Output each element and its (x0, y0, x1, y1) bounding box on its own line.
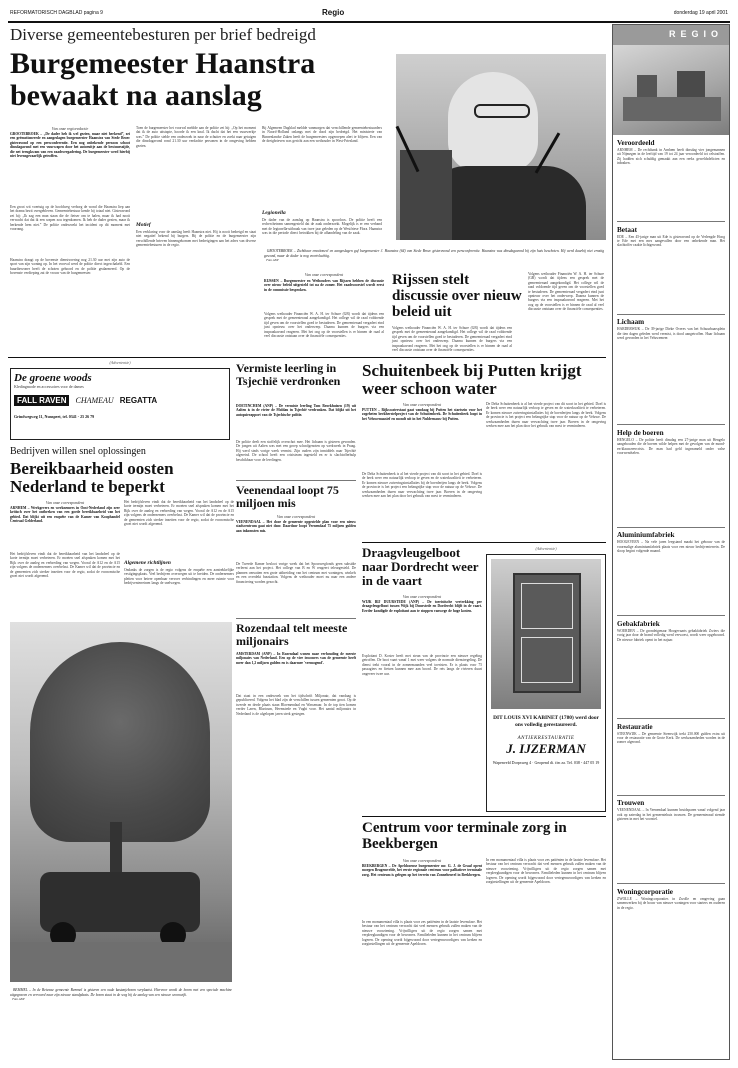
lead-photo (396, 54, 606, 240)
draagvleugel-intro: WIJK BIJ DUURSTEDE (ANP) – De toeristische vertrekking per draagvleugelboot tussen Wijk bij Duurstede en Dordrecht blijft in de vaart. Eerder kondigde de exploitant aan te stoppen vanwege de hoge kosten. (362, 600, 484, 613)
sidebar-item-body: EDE – Een 45-jarige man uit Ede is gisteravond op de Verlengde Hoog te Ede met een mes aangevallen door een onbekende man. Het slachtoffer raakte lichtgewond. (617, 234, 727, 248)
schuitenbeek-rule (362, 542, 606, 543)
lead-caption (264, 245, 604, 269)
sidebar-item-body: WOERDEN – De grondeigenaar Hoogevaarts gebakfabriek Zwiers die vorig jaar door de brand volledig werd verwoest, wordt weer opgebouwd. De nieuwe fabriek opent in het najaar. (617, 628, 727, 642)
ad-ijzerman-name: J. IJZERMAN (506, 741, 586, 757)
schuitenbeek-headline: Schuitenbeek bij Putten krijgt weer schoon water (362, 361, 582, 398)
veenendaal-body: De Tweede Kamer besloot vorige week dat het Spoorwegfonds geen subsidie verleent aan het project. Het college van B en W reageert teleurgesteld. De plannen omvatten een grote uitbreiding van het centrum met woningen, winkels en een overdekt busstation. Volgens de wethouder moet nu naar een andere financiering worden gezocht. (236, 562, 358, 584)
rozendaal-intro: AMSTERDAM (ANP) – In Rozendaal wonen naar verhouding de meeste miljonairs van Nederland. Een op de vier inwoners van de gemeente heeft meer dan 1,2 miljoen gulden en is daarmee 'vermogend'. (236, 652, 358, 665)
veenendaal-intro: VEENENDAAL – Het door de gemeente opgestelde plan voor een nieuw stadscentrum gaat niet door. Daardoor loopt Veenendaal 75 miljoen gulden aan inkomsten mis. (236, 520, 358, 533)
lead-caption-credit: Foto ANP (266, 258, 279, 263)
sidebar-header-label: REGIO (668, 29, 723, 39)
tsjechie-intro: DOETINCHEM (ANP) – De vermiste leerling Tom Broekhuizen (19) uit Aalten is in de rivier de Moldau in Tsjechië verdronken. Dat blijkt uit het autopsierapport van de Tsjechische politie. (236, 404, 358, 417)
rijssen-headline: Rijssen stelt discussie over nieuw beleid uit (392, 272, 522, 320)
sidebar-item-title: Woningcorporatie (617, 887, 673, 896)
lead-body-1: Een groot wit voertuig op de hoofdweg verborg de wond die Haanstra liep aan het drama bezit overgebleven. Gemeentebestuur kende hij totaal niet. Gisteravond zei hij: „Ik zag een man staan die de fietser om te halen, maar ik had nooit verwacht dat dat ik een wapen zou tegenkomen. Ik heb de dader gezien, maar ik herkende hem niet.” De politie onderzoekt het incident op dit moment met voorrang. (10, 205, 132, 232)
rozendaal-body: Dat staat in een onderzoek van het tijdschrift Miljonair, dat vandaag is gepubliceerd. Volgens het blad zijn de verschillen tussen gemeenten groot. Op de tweede en derde plaats staan Bloemendaal en Wassenaar. In de top tien komen verder Laren, Blaricum, Heemstede en Vught voor. Het aantal miljonairs in Nederland is de afgelopen jaren sterk gestegen. (236, 694, 358, 716)
sidebar-item-title: Veroordeeld (617, 139, 655, 147)
rijssen-body-3: Volgens wethouder Financiën W. A. H. ter Schure (GB) wordt dat tijdens een gesprek met de gemeenteraad aangekondigd. Het college wil de raad voldoende tijd geven om de voorstellen goed te bestuderen. De gemeenteraad vergadert eind juni opnieuw over het onderwerp. Daarna kunnen de burgers via een inspraakavond reageren. Met het oog op de voorstellen is er binnen de raad al veel discussie ontstaan over de financiële consequenties. (528, 272, 606, 312)
centrum-body-col2: In een monumentaal villa is plaats voor zes patiënten in de laatste levensfase. Het bestuur van het centrum verwacht dat veel mensen gebruik zullen maken van de nieuwe voorziening. Vrijwilligers uit de regio zorgen samen met verpleegkundigen voor de bewoners. Familieleden kunnen in het centrum blijven logeren. De opening wordt bijgewoond door vertegenwoordigers van kerken en zorginstellingen uit de gemeente Apeldoorn. (486, 858, 608, 885)
bedrijven-intro: ARNHEM – Werkgevers en werknemers in Oost-Nederland zijn zeer kritisch over het ontbreken van een goede bereikbaarheid van het gebied. Dat blijkt uit een enquête van de Kamer van Koophandel Centraal Gelderland. (10, 506, 122, 524)
sidebar-item (617, 888, 725, 953)
bedrijven-sub: Algemene richtlijnen (124, 560, 171, 566)
veenendaal-byline: Van onze correspondent (276, 514, 316, 519)
masthead-rule (8, 21, 730, 23)
sidebar-item-body: STEENWIJK – De gemeente Steenwijk trekt 250.000 gulden extra uit voor de restauratie van de Grote Kerk. De werkzaamheden worden in de zomer afgerond. (617, 731, 727, 745)
schuitenbeek-body-col2: De Delta Schuitenbeek is al het vierde project van dit soort in het gebied. Doel is de beek weer een natuurlijk verloop te geven en de waterkwaliteit te verbeteren. Er komen nieuwe zuiveringsinstallaties bij de boerderijen langs de beek. Volgens de provincie is het project een belangrijke stap voor de natuur op de Veluwe. De werkzaamheden duren naar verwachting twee jaar. Boeren in de omgeving werken mee aan het plan door het gebruik van mest te verminderen. (486, 402, 608, 429)
lead-byline: Van onze regioredactie (51, 126, 89, 131)
ad-brand: CHAMEAU (75, 396, 114, 405)
ad-label: (Advertentie) (109, 360, 131, 365)
draagvleugel-body: Exploitant D. Koster heeft met steun van de provincie een nieuwe regeling getroffen. De boot vaart vanaf 1 mei weer volgens de normale dienstregeling. De dienst trekt vooral in de zomermaanden veel toeristen. Er is plaats voor 75 passagiers en fietsen kunnen mee aan boord. De reis langs de rivieren duurt ongeveer twee uur. (362, 654, 484, 676)
ad-degroene (10, 368, 230, 440)
sidebar-item-body: HARDERWIJK – De 39-jarige Dieke Overes van het Schuurbaarsplein die tien dagen geleden werd vermist, is dood aangetroffen. Haar lichaam werd gevonden in het Veluwemeer. (617, 327, 727, 340)
tsjechie-body: De politie deelt een stoffelijk overschot mee. Het lichaam is gisteren gevonden. De jongen uit Aalten was met een groep schoolgenoten op werkweek in Praag. Hij werd sinds vorige week vermist. Zijn ouders zijn inmiddels naar Tsjechië afgereisd. De school heeft een crisisteam ingesteld en er is slachtofferhulp beschikbaar voor de leerlingen. (236, 440, 358, 462)
rijssen-intro: RIJSSEN – Burgemeester en Wethouders van Rijssen hebben de discussie over nieuw beleid uitgesteld tot na de zomer. Het raadsvoorstel wordt eerst in de commissie besproken. (264, 279, 386, 292)
sidebar-item (617, 531, 725, 610)
bedrijven-headline: Bereikbaarheid oosten Nederland te beperkt (10, 459, 174, 496)
lead-sub-legionella: Legionella (262, 210, 286, 216)
bemmel-caption-text: BEMMEL – In de Betuwse gemeente Bemmel is gisteren een oude kastanjeboom verplaatst. Hiervoor wordt de boom met een speciale machine uitgegraven en vervoerd naar zijn nieuwe standplaats. De boom staat in de weg bij de aanleg van een nieuwe woonwijk. (10, 988, 234, 997)
ad-ijzerman (486, 554, 606, 812)
sidebar-item (617, 620, 725, 713)
bedrijven-byline: Van onze correspondent (45, 500, 85, 505)
lead-caption-text: GROOTEBROEK – Zichtbaar emotioneel en aangeslagen gaf burgemeester J. Haanstra (64) van Stede Broec gisteravond een persconferentie. Haanstra was dinsdagavond bij zijn huis beschoten. Hij werd daarbij niet ernstig gewond, maar de dader is nog voortvluchtig. (264, 249, 606, 258)
ad-brand: FALL RAVEN (14, 395, 69, 406)
paper-name: REFORMATORISCH DAGBLAD pagina 9 (10, 10, 103, 16)
bedrijven-body-2: Ondanks de zorgen is de regio volgens de enquête een aantrekkelijke vestigingsplaats. Veel bedrijven overwegen uit te breiden. De ondernemers pleiten voor betere openbaar vervoer verbindingen en meer ruimte voor bedrijventerreinen langs de snelwegen. (124, 568, 236, 586)
sidebar-item-body: ARNHEM – De rechtbank in Arnhem heeft dinsdag vier jongemannen uit Nijmegen in de leeftijd van 19 tot 24 jaar veroordeeld tot celstraffen. Zij hadden zich schuldig gemaakt aan een reeks geweldsdelicten en inbraken. (617, 148, 727, 166)
ad-degroene-address: Grindwegweg 11, Nunspeet, tel. 0341 - 25 26 79 (14, 414, 95, 419)
sidebar-item (617, 799, 725, 878)
veenendaal-rule (236, 618, 356, 619)
lead-body-3: Toen de burgemeester het voorval meldde aan de politie zei hij: „Op het moment dat ik de auto uitstapte, hoorde ik een knal. Ik dacht dat het een vuurwerkje was.” De politie stelde een onderzoek in naar de schutter en zoekt naar getuigen die dinsdagavond rond 21.30 uur verdachte personen in de omgeving hebben gezien. (136, 126, 258, 148)
lead-body-4: Een verklaring voor de aanslag heeft Haanstra niet. Hij is nooit bedreigd en staat niet negatief bekend bij burgers. Bij de politie en de burgemeester zijn verschillende brieven binnengekomen met bedreigingen aan het adres van diverse gemeentebesturen in de regio. (136, 230, 258, 248)
lead-bottom-rule (8, 357, 606, 358)
sidebar-header (613, 25, 729, 45)
sidebar-item-title: Aluminiumfabriek (617, 531, 675, 540)
lead-body-2: Haanstra draagt op de bovenste dienstvoering nog 21.30 uur met zijn auto de sport van zijn woning op. In het voorval werd de politie direct ingeschakeld. Een buurtbewoner heeft de schoten gehoord en de politie gealarmeerd. Op de bovenste verdieping zat de vrouw van de burgemeester. (10, 258, 132, 276)
sidebar-item-title: Help de boeren (617, 428, 664, 437)
sidebar (612, 24, 730, 1060)
centrum-body: In een monumentaal villa is plaats voor zes patiënten in de laatste levensfase. Het bestuur van het centrum verwacht dat veel mensen gebruik zullen maken van de nieuwe voorziening. Vrijwilligers uit de regio zorgen samen met verpleegkundigen voor de bewoners. Familieleden kunnen in het centrum blijven logeren. De opening wordt bijgewoond door vertegenwoordigers van kerken en zorginstellingen uit de gemeente Apeldoorn. (362, 920, 484, 947)
rijssen-body: Volgens wethouder Financiën W. A. H. ter Schure (GB) wordt dat tijdens een gesprek met de gemeenteraad aangekondigd. Het college wil de raad voldoende tijd geven om de voorstellen goed te bestuderen. De gemeenteraad vergadert eind juni opnieuw over het onderwerp. Daarna kunnen de burgers via een inspraakavond reageren. Met het oog op de voorstellen is er binnen de raad al veel discussie ontstaan over de financiële consequenties. (264, 312, 386, 339)
ad-ijzerman-address: Wapenveld Dorpsweg 4 · Geopend di. t/m za. Tel. 038 - 447 05 19 (492, 760, 600, 766)
sidebar-item-body: HENGELO – De politie heeft dinsdag een 27-jarige man uit Hengelo aangehouden die de boeren wilde helpen met de gevolgen van de mond-en-klauwzeercrisis. De man had geld ingezameld onder valse voorwendselen. (617, 437, 727, 455)
sidebar-item (617, 723, 725, 790)
ad-degroene-name: De groene woods (14, 372, 92, 384)
bedrijven-body: Het bedrijfsleven vindt dat de bereikbaarheid van het landsdeel op de korte termijn moet verbeteren. Er moeten snel afspraken komen met het Rijk over de aanleg en verbreding van wegen. Vooral de A12 en de A15 zijn volgens de ondernemers overbelast. De Kamer wil dat de provincie en de gemeenten zich sterker inzetten voor de regio, zodat de economische groei niet wordt afgeremd. (10, 552, 122, 579)
sidebar-item-body: ZWOLLE – Woningcorporaties in Zwolle en omgeving gaan samenwerken bij de bouw van nieuwe woningen voor starters en ouderen in de regio. (617, 896, 727, 910)
sidebar-item (617, 139, 725, 216)
lead-body-5: Bij Algemeen Dagblad meldde vanmorgen dat verschillende gemeentebestuurders in Noord-Holland onlangs met de dood zijn bedreigd. Het ministerie van Binnenlandse Zaken heeft de burgemeesters opgeroepen alert te blijven. Een van de dreigbrieven was gericht aan een wethouder in West-Friesland. (262, 126, 384, 144)
masthead (10, 8, 728, 20)
centrum-headline: Centrum voor terminale zorg in Beekbergen (362, 820, 567, 852)
sidebar-item-body: HOOGEVEEN – Na vele jaren leegstand maakt het gebouw van de voormalige aluminiumfabriek plaats voor een nieuw bedrijventerrein. De sloop begint volgende maand. (617, 540, 727, 554)
sidebar-item-body: VEENENDAAL – In Veenendaal kunnen bruidsparen vanaf volgend jaar ook op zaterdag in het gemeentehuis trouwen. De gemeenteraad stemde gisteren in met het voorstel. (617, 808, 727, 821)
centrum-byline: Van onze correspondent (402, 858, 442, 863)
draagvleugel-byline: Van onze correspondent (402, 594, 442, 599)
ad-degroene-tagline: Kledingmode en accessoires voor de dames (14, 384, 84, 389)
section-name: Regio (322, 8, 345, 17)
rozendaal-headline: Rozendaal telt meeste miljonairs (236, 621, 348, 648)
sidebar-item-title: Betaat (617, 225, 637, 234)
sidebar-item (617, 429, 725, 522)
sidebar-item (617, 318, 725, 419)
bedrijven-kicker: Bedrijven willen snel oplossingen (10, 446, 146, 457)
lead-body-6: De dader van de aanslag op Haanstra is spoorloos. De politie heeft een rechercheteam samengesteld dat de zaak onderzoekt. Mogelijk is er een verband met de legionella-uitbraak van twee jaar geleden op de Westfriese Flora. Haanstra was in die periode direct betrokken bij de afhandeling van de zaak. (262, 218, 384, 236)
lead-intro: GROOTEBROEK – „De dader heb ik wel gezien, maar niet herkend”, zei een geëmotioneerde en aangeslagen burgemeester Haanstra van Stede Broec gisteravond op een persconferentie. Een nog onbekende persoon schoot dinsdagavond met een vuurwapen door het autoruitje aan de bestuurszijde, die net terugkwam van een raadsvergadering. De burgemeester werd hierbij niet levensgevaarlijk getroffen. (10, 132, 132, 159)
ad-ijzerman-photo (491, 559, 601, 709)
schuitenbeek-body: De Delta Schuitenbeek is al het vierde project van dit soort in het gebied. Doel is de beek weer een natuurlijk verloop te geven en de waterkwaliteit te verbeteren. Er komen nieuwe zuiveringsinstallaties bij de boerderijen langs de beek. Volgens de provincie is het project een belangrijke stap voor de natuur op de Veluwe. De werkzaamheden duren naar verwachting twee jaar. Boeren in de omgeving werken mee aan het plan door het gebruik van mest te verminderen. (362, 472, 484, 499)
veenendaal-headline: Veenendaal loopt 75 miljoen mis (236, 483, 339, 510)
lead-kicker: Diverse gemeentebesturen per brief bedreigd (10, 25, 316, 44)
tsjechie-byline: DOETINCHEM (ANP) (236, 404, 274, 408)
ad-label: (Advertentie) (535, 546, 557, 551)
gratis-block (362, 1014, 606, 1058)
tsjechie-rule (236, 480, 356, 481)
schuitenbeek-byline: Van onze correspondent (402, 402, 442, 407)
rozendaal-byline: AMSTERDAM (ANP) (236, 652, 272, 656)
centrum-intro: BEEKBERGEN – De Apeldoornse burgemeester mr. G. J. de Graaf opent morgen Beagemvelde, het eerste regionale centrum voor palliatieve terminale zorg. Het centrum is gelegen op het terrein van Zonneheuvel in Beekbergen. (362, 864, 484, 877)
sidebar-item-title: Gebakfabriek (617, 619, 660, 628)
lead-headline: Burgemeester Haanstra bewaakt na aanslag (10, 47, 316, 112)
ad-ijzerman-product: DIT LOUIS XVI KABINET (1780) werd door ons volledig gerestaureerd. (493, 715, 599, 728)
bemmel-photo (10, 622, 232, 982)
ad-brand: REGATTA (119, 396, 158, 405)
tsjechie-headline: Vermiste leerling in Tsjechië verdronken (236, 361, 341, 388)
bemmel-caption-credit: Foto ANP (12, 997, 25, 1002)
sidebar-item-title: Trouwen (617, 799, 645, 808)
sidebar-photo (613, 45, 729, 135)
schuitenbeek-intro: PUTTEN – Rijkswaterstaat gaat vandaag bij Putten het startsein voor het zogeheten beekherstelproject van de Schuitenbeek. De Schuitenbeek loopt in het Veluwemassief en mondt uit in het Nuldernauw bij Putten. (362, 408, 484, 421)
ad-ijzerman-shop: ANTIEKRESTAURATIE (517, 736, 575, 742)
bedrijven-body-col2: Het bedrijfsleven vindt dat de bereikbaarheid van het landsdeel op de korte termijn moet verbeteren. Er moeten snel afspraken komen met het Rijk over de aanleg en verbreding van wegen. Vooral de A12 en de A15 zijn volgens de ondernemers overbelast. De Kamer wil dat de provincie en de gemeenten zich sterker inzetten voor de regio, zodat de economische groei niet wordt afgeremd. (124, 500, 236, 527)
rozendaal-intro-text: In Rozendaal wonen naar verhouding de meeste miljonairs van Nederland. Een op de vier inwoners van de gemeente heeft meer dan 1,2 miljoen gulden en is daarmee 'vermogend'. (236, 652, 358, 665)
sidebar-item-title: Lichaam (617, 318, 645, 327)
lead-sub-motief: Motief (136, 222, 151, 228)
centrum-rule (362, 816, 606, 817)
tsjechie-intro-text: De vermiste leerling Tom Broekhuizen (19) uit Aalten is in de rivier de Moldau in Tsjechië verdronken. Dat blijkt uit het autopsierapport van de Tsjechische politie. (236, 404, 358, 417)
sidebar-item-title: Restauratie (617, 722, 653, 731)
rijssen-body-2: Volgens wethouder Financiën W. A. H. ter Schure (GB) wordt dat tijdens een gesprek met de gemeenteraad aangekondigd. Het college wil de raad voldoende tijd geven om de voorstellen goed te bestuderen. De gemeenteraad vergadert eind juni opnieuw over het onderwerp. Daarna kunnen de burgers via een inspraakavond reageren. Met het oog op de voorstellen is er binnen de raad al veel discussie ontstaan over de financiële consequenties. (392, 326, 514, 353)
rijssen-byline: Van onze correspondent (304, 272, 344, 277)
draagvleugel-headline: Draagvleugelboot naar Dordrecht weer in de vaart (362, 545, 479, 588)
issue-date: donderdag 19 april 2001 (673, 10, 728, 16)
bemmel-caption (10, 984, 232, 1014)
sidebar-item (617, 226, 725, 309)
